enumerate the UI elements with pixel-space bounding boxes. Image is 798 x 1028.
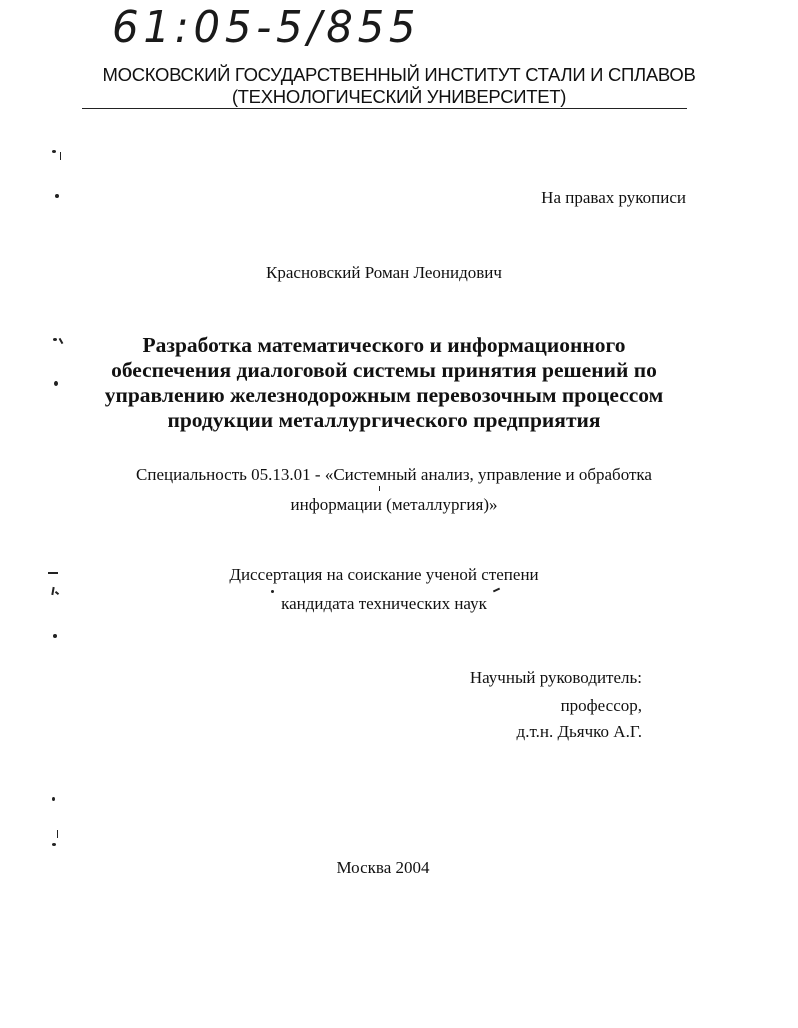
title-line: продукции металлургического предприятия: [167, 408, 601, 432]
scan-speck: [53, 338, 57, 341]
author-name: Красновский Роман Леонидович: [266, 263, 502, 282]
supervisor-name: д.т.н. Дьячко А.Г.: [516, 722, 642, 741]
scan-speck: [60, 152, 61, 160]
place-year: Москва 2004: [336, 858, 430, 877]
scan-speck: [53, 634, 57, 638]
scan-speck: [54, 381, 58, 386]
specialty-line-1: Специальность 05.13.01 - «Системный анализ, управление и обработка: [136, 465, 652, 484]
title-line: Разработка математического и информационного: [142, 333, 626, 357]
scan-speck: [55, 194, 59, 198]
institution-subtitle: (ТЕХНОЛОГИЧЕСКИЙ УНИВЕРСИТЕТ): [231, 86, 567, 107]
title-line: обеспечения диалоговой системы принятия решений по: [111, 358, 657, 382]
degree-line-2: кандидата технических наук: [281, 594, 487, 613]
scan-speck: [48, 572, 58, 574]
scan-speck: [271, 590, 274, 593]
scan-speck: [52, 843, 56, 846]
header-rule: [82, 108, 687, 109]
scan-speck: [493, 588, 500, 593]
scan-speck: [379, 486, 380, 491]
scan-speck: [57, 830, 58, 838]
supervisor-position: профессор,: [560, 696, 642, 715]
scan-speck: [52, 797, 55, 801]
title-line: управлению железнодорожным перевозочным процессом: [104, 383, 664, 407]
specialty-line-2: информации (металлургия)»: [290, 495, 498, 514]
scan-speck: [52, 150, 56, 153]
archive-stamp: 61:05-5/855: [112, 2, 421, 53]
dissertation-title: [60, 333, 708, 433]
supervisor-label: Научный руководитель:: [469, 668, 642, 687]
degree-line-1: Диссертация на соискание ученой степени: [229, 565, 539, 584]
rights-note: На правах рукописи: [541, 188, 686, 207]
institution-name: МОСКОВСКИЙ ГОСУДАРСТВЕННЫЙ ИНСТИТУТ СТАЛИ И СПЛАВОВ: [102, 64, 696, 85]
